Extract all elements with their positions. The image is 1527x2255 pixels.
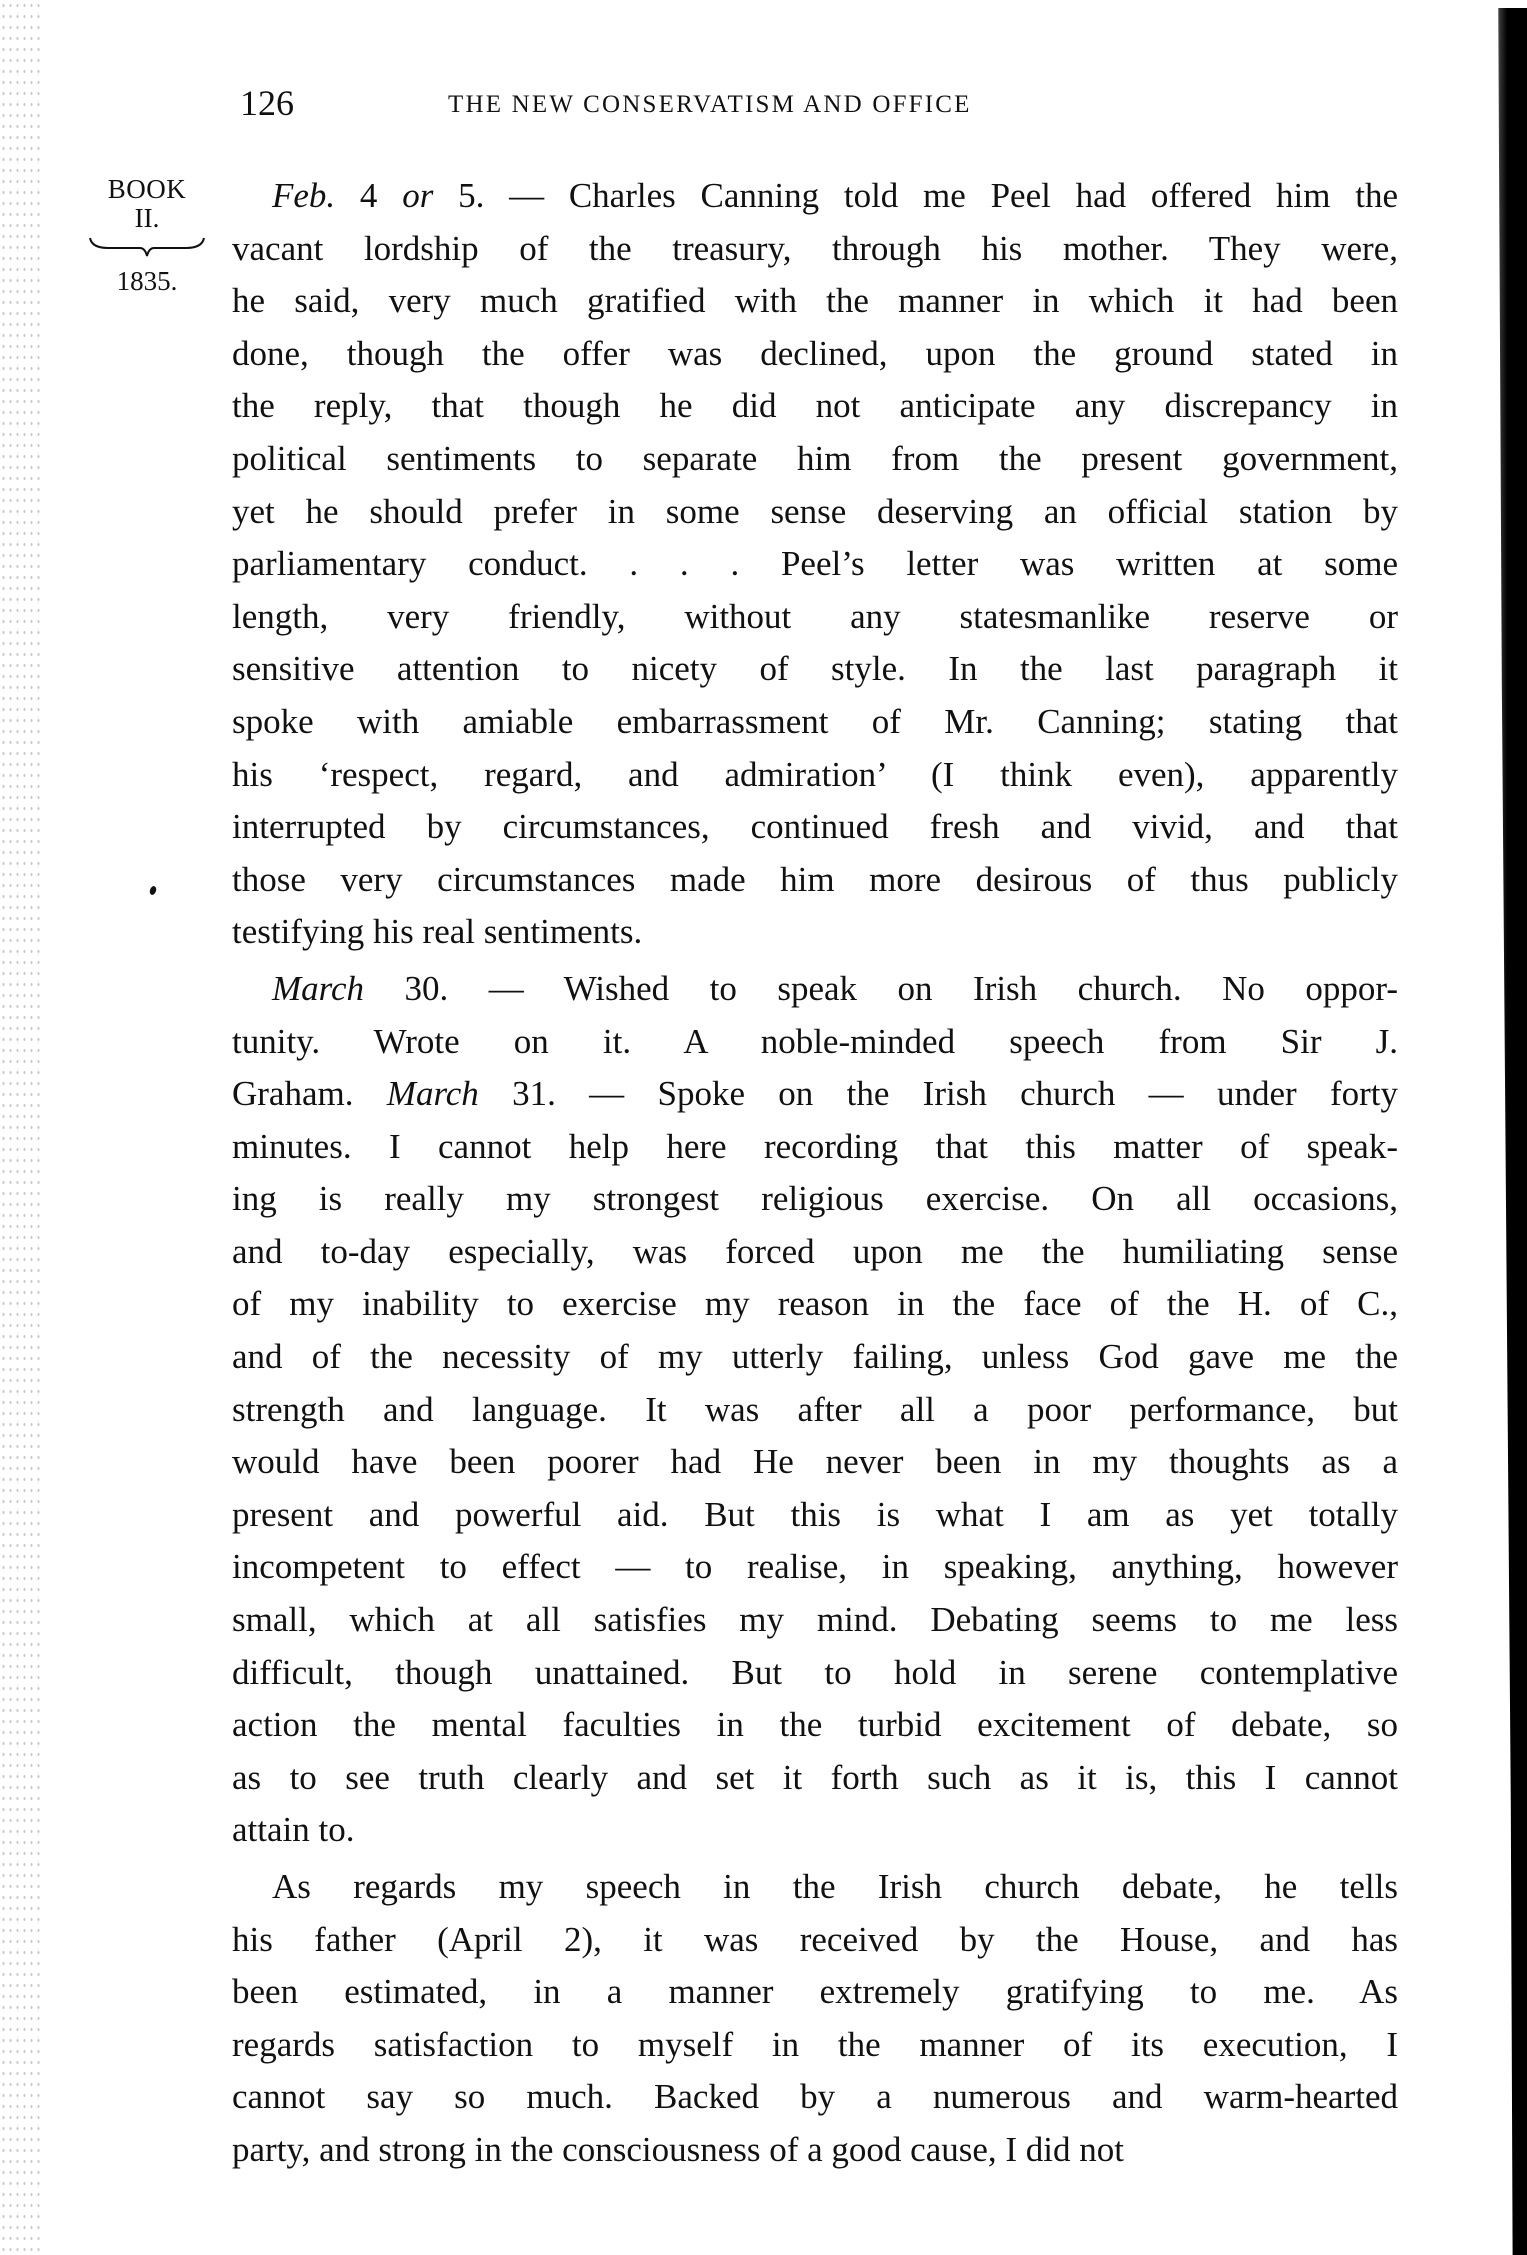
text-line <box>232 223 1398 276</box>
text-line <box>232 591 1398 644</box>
text-line <box>232 538 1398 591</box>
text-line <box>232 1594 1398 1647</box>
text-line <box>232 1173 1398 1226</box>
ink-speck <box>149 885 158 896</box>
line-text: yet he should prefer in some sense deserving an official station by <box>232 491 1398 531</box>
line-text: Graham. <box>232 1074 387 1114</box>
line-text: difficult, though unattained. But to hold in serene contemplative <box>232 1652 1398 1692</box>
paragraph <box>232 963 1398 1857</box>
line-text: tunity. Wrote on it. A noble-minded speech from Sir J. <box>232 1021 1398 1061</box>
text-line <box>232 749 1398 802</box>
line-text: small, which at all satisfies my mind. Debating seems to me less <box>232 1600 1398 1640</box>
running-head <box>240 82 1400 122</box>
line-text: done, though the offer was declined, upon the ground stated in <box>232 333 1398 373</box>
italic-date-text: March <box>386 1074 479 1114</box>
line-text: strength and language. It was after all a poor performance, but <box>232 1389 1398 1429</box>
paragraph <box>232 1861 1398 2177</box>
text-line <box>232 1068 1398 1121</box>
line-text: 5. — Charles Canning told me Peel had offered him the <box>433 176 1398 215</box>
text-line <box>232 1914 1398 1967</box>
scan-binding-shadow <box>1491 8 1527 2255</box>
brace-icon <box>88 236 206 258</box>
line-text: and of the necessity of my utterly failing, unless God gave me the <box>232 1337 1398 1377</box>
line-text: of my inability to exercise my reason in the face of the H. of C., <box>232 1284 1398 1324</box>
italic-date-text: or <box>402 176 434 215</box>
text-line <box>232 963 1398 1016</box>
text-line <box>232 2019 1398 2072</box>
text-line <box>232 1861 1398 1914</box>
line-text: would have been poorer had He never been in my thoughts as a <box>232 1442 1398 1482</box>
line-text: minutes. I cannot help here recording that this matter of speak- <box>232 1126 1398 1166</box>
text-line <box>232 2124 1398 2177</box>
page-number: 126 <box>240 83 294 123</box>
margin-volume-label: II. <box>134 203 160 233</box>
line-text: political sentiments to separate him from the present government, <box>232 438 1398 478</box>
line-text: cannot say so much. Backed by a numerous and warm-hearted <box>232 2077 1398 2117</box>
line-text: action the mental faculties in the turbid excitement of debate, so <box>232 1705 1398 1745</box>
text-line <box>232 1489 1398 1542</box>
text-line <box>232 1541 1398 1594</box>
text-line <box>232 643 1398 696</box>
line-text: and to-day especially, was forced upon me the humiliating sense <box>232 1231 1398 1271</box>
italic-date-text: March <box>272 968 365 1008</box>
text-line <box>232 486 1398 539</box>
line-text: incompetent to effect — to realise, in speaking, anything, however <box>232 1547 1398 1587</box>
text-line <box>232 1384 1398 1437</box>
line-text: parliamentary conduct. . . . Peel’s letter was written at some <box>232 544 1398 584</box>
line-text: party, and strong in the consciousness of a good cause, I did not <box>232 2129 1124 2169</box>
text-line <box>232 906 1398 959</box>
line-text: as to see truth clearly and set it forth such as it is, this I cannot <box>232 1757 1398 1797</box>
text-line <box>232 1804 1398 1857</box>
line-text: the reply, that though he did not anticipate any discrepancy in <box>232 386 1398 426</box>
text-line <box>232 1647 1398 1700</box>
text-line <box>232 1016 1398 1069</box>
text-line <box>232 696 1398 749</box>
line-text: ing is really my strongest religious exercise. On all occasions, <box>232 1179 1398 1219</box>
margin-book-label: BOOK <box>107 174 187 204</box>
text-line <box>232 275 1398 328</box>
running-title: THE NEW CONSERVATISM AND OFFICE <box>448 91 972 118</box>
line-text: present and powerful aid. But this is what I am as yet totally <box>232 1494 1398 1534</box>
text-line <box>232 170 1398 223</box>
line-text: his father (April 2), it was received by the House, and has <box>232 1919 1398 1959</box>
line-text: his ‘respect, regard, and admiration’ (I think even), apparently <box>232 754 1398 794</box>
margin-note <box>82 174 212 298</box>
line-text: 4 <box>335 176 403 215</box>
line-text: been estimated, in a manner extremely gratifying to me. As <box>232 1972 1398 2012</box>
text-line <box>232 328 1398 381</box>
line-text: he said, very much gratified with the manner in which it had been <box>232 281 1398 321</box>
text-line <box>232 1436 1398 1489</box>
text-line <box>232 1699 1398 1752</box>
text-line <box>232 433 1398 486</box>
margin-year-label: 1835. <box>116 266 178 296</box>
line-text: spoke with amiable embarrassment of Mr. Canning; stating that <box>232 701 1398 741</box>
text-line <box>232 801 1398 854</box>
text-line <box>232 854 1398 907</box>
line-text: vacant lordship of the treasury, through his mother. They were, <box>232 228 1398 268</box>
text-line <box>232 1226 1398 1279</box>
scan-margin-speckle <box>0 0 40 2255</box>
body-text <box>232 170 1398 2177</box>
text-line <box>232 1752 1398 1805</box>
line-text: As regards my speech in the Irish church debate, he tells <box>272 1867 1398 1906</box>
line-text: 30. — Wished to speak on Irish church. No oppor- <box>364 968 1398 1008</box>
paragraph <box>232 170 1398 959</box>
line-text: length, very friendly, without any statesmanlike reserve or <box>232 596 1398 636</box>
line-text: interrupted by circumstances, continued fresh and vivid, and that <box>232 807 1398 847</box>
text-line <box>232 1966 1398 2019</box>
line-text: those very circumstances made him more desirous of thus publicly <box>232 859 1398 899</box>
text-line <box>232 380 1398 433</box>
text-line <box>232 2071 1398 2124</box>
line-text: sensitive attention to nicety of style. In the last paragraph it <box>232 649 1398 689</box>
line-text: 31. — Spoke on the Irish church — under forty <box>478 1074 1398 1114</box>
text-line <box>232 1121 1398 1174</box>
text-line <box>232 1331 1398 1384</box>
italic-date-text: Feb. <box>272 176 336 215</box>
line-text: testifying his real sentiments. <box>232 912 643 952</box>
line-text: regards satisfaction to myself in the manner of its execution, I <box>232 2024 1398 2064</box>
text-line <box>232 1278 1398 1331</box>
line-text: attain to. <box>232 1810 355 1850</box>
